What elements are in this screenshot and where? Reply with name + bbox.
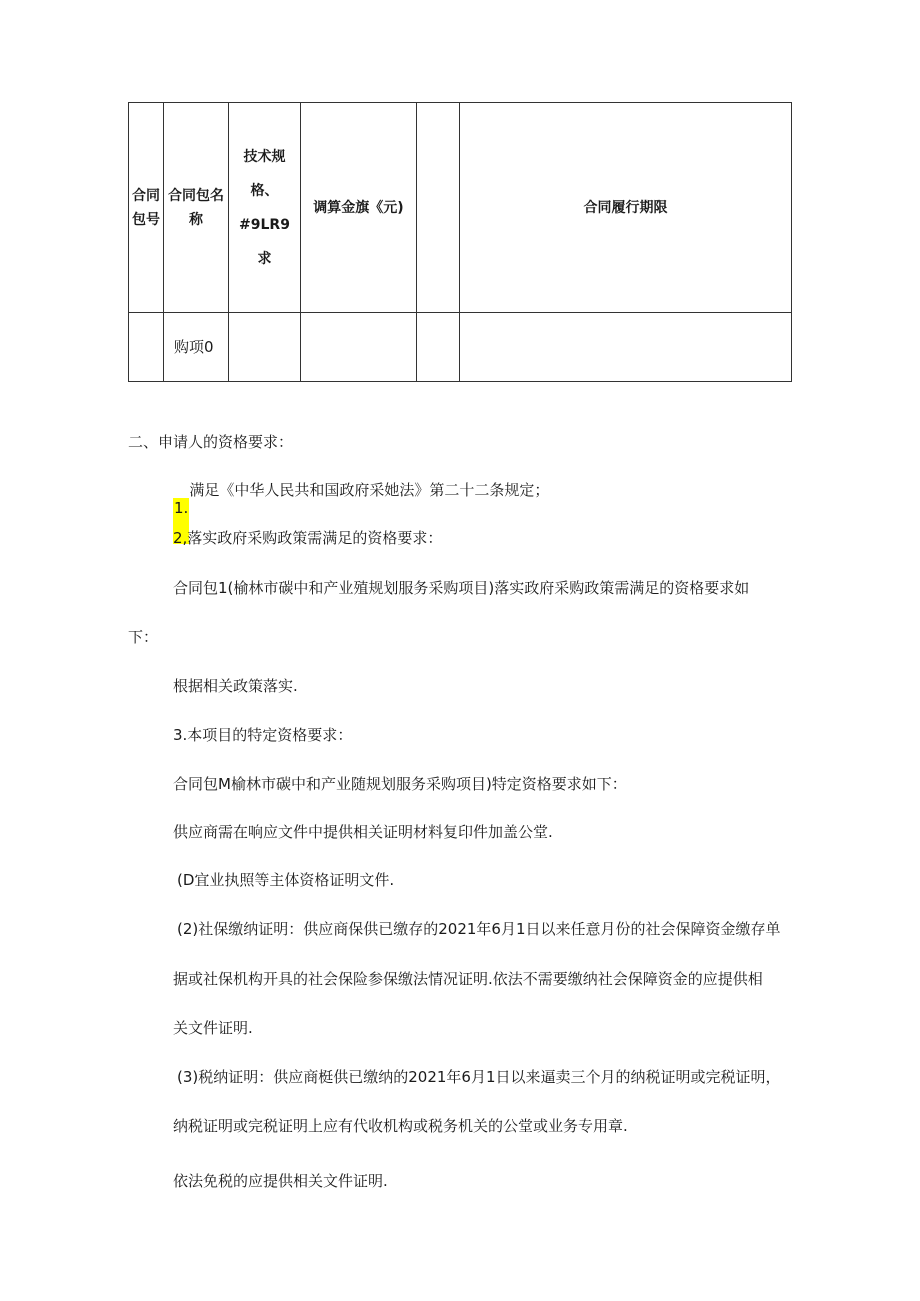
header-contract-period: 合同履行期限 [460,103,792,313]
policy-paragraph: 根据相关政策落实. [173,677,298,695]
cell-budget-amount [301,313,417,382]
package-1-paragraph-line-2: 下： [128,628,159,646]
requirement-sub-2-line-2: 据或社保机构开具的社会保险参保缴法情况证明.依法不需要缴纳社会保障资金的应提供相 [173,970,763,988]
requirement-sub-2-line-3: 关文件证明. [173,1019,253,1037]
header-package-name: 合同包名称 [164,103,229,313]
package-1-paragraph-line-1: 合同包1(榆林市碳中和产业殖规划服务采购项目)落实政府采购政策需满足的资格要求如 [173,579,750,597]
table-header-row [129,103,792,313]
requirement-sub-3-line-1: (3)税纳证明：供应商梃供已缴纳的2021年6月1日以来逼卖三个月的纳税证明或完税证明， [177,1068,781,1086]
supplier-note: 供应商需在响应文件中提供相关证明材料复印件加盖公堂. [173,823,553,841]
cell-package-number [129,313,164,382]
tax-exempt-note: 依法免税的应提供相关文件证明. [173,1172,388,1190]
header-technical-spec: 技术规格、#9LR9求 [229,103,301,313]
package-m-paragraph: 合同包M榆林市碳中和产业随规划服务采购项目)特定资格要求如下： [173,775,627,793]
header-package-number: 合同包号 [129,103,164,313]
section-title: 二、申请人的资格要求： [128,433,294,451]
header-budget-amount: 调算金旗《元) [301,103,417,313]
item-1-number: 1. [173,498,189,544]
table-row [129,313,792,382]
item-1-text: 满足《中华人民共和国政府采她法》第二十二条规定； [189,481,550,499]
requirement-sub-3-line-2: 纳税证明或完税证明上应有代收机构或税务机关的公堂或业务专用章. [173,1117,628,1135]
cell-package-name: 购项0 [164,313,229,382]
requirement-item-3: 3.本项目的特定资格要求： [173,726,353,744]
requirement-item-2: 2,落实政府采购政策需满足的资格要求： [173,529,443,547]
cell-technical-spec [229,313,301,382]
cell-empty [417,313,460,382]
contract-package-table [128,102,792,382]
cell-contract-period [460,313,792,382]
header-empty [417,103,460,313]
requirement-sub-1: (D宜业执照等主体资格证明文件. [177,871,395,889]
requirement-sub-2-line-1: (2)社保缴纳证明：供应商保供已缴存的2021年6月1日以来任意月份的社会保障资金缴存单 [177,920,781,938]
